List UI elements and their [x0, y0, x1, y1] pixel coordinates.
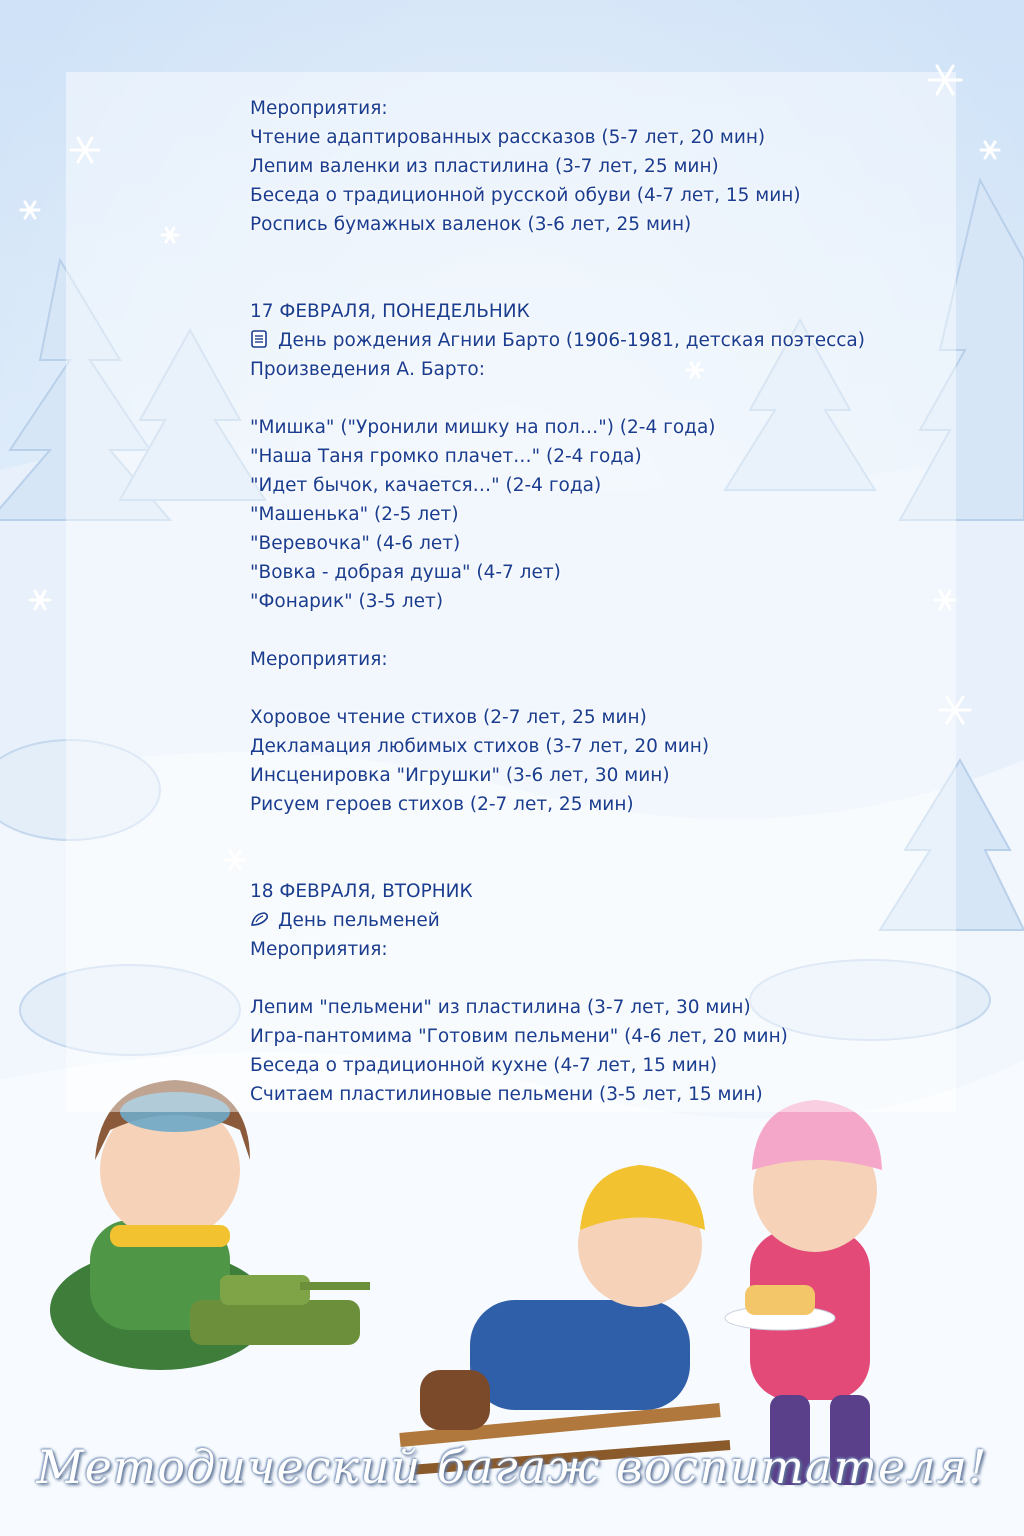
date-heading-18: 18 ФЕВРАЛЯ, ВТОРНИК: [250, 881, 473, 902]
work-item: "Веревочка" (4-6 лет): [250, 533, 461, 554]
activity-item: Игра-пантомима "Готовим пельмени" (4-6 лет, 20 мин): [250, 1026, 788, 1047]
works-heading: Произведения А. Барто:: [250, 359, 485, 380]
section-heading: Мероприятия:: [250, 98, 388, 119]
work-item: "Машенька" (2-5 лет): [250, 504, 459, 525]
activity-item: Роспись бумажных валенок (3-6 лет, 25 мин): [250, 214, 692, 235]
section-heading: Мероприятия:: [250, 649, 388, 670]
section-heading: Мероприятия:: [250, 939, 388, 960]
dumpling-icon: [250, 909, 270, 938]
work-item: "Фонарик" (3-5 лет): [250, 591, 444, 612]
event-title: День рождения Агнии Барто (1906-1981, детская поэтесса): [278, 330, 865, 351]
activity-item: Хоровое чтение стихов (2-7 лет, 25 мин): [250, 707, 647, 728]
activity-item: Беседа о традиционной кухне (4-7 лет, 15 мин): [250, 1055, 718, 1076]
work-item: "Идет бычок, качается…" (2-4 года): [250, 475, 602, 496]
activity-item: Инсценировка "Игрушки" (3-6 лет, 30 мин): [250, 765, 670, 786]
activity-item: Декламация любимых стихов (3-7 лет, 20 мин): [250, 736, 710, 757]
footer-signature: Методический багаж воспитателя!: [36, 1440, 988, 1494]
activity-item: Рисуем героев стихов (2-7 лет, 25 мин): [250, 794, 634, 815]
activity-item: Лепим "пельмени" из пластилина (3-7 лет, 30 мин): [250, 997, 751, 1018]
work-item: "Вовка - добрая душа" (4-7 лет): [250, 562, 561, 583]
date-heading-17: 17 ФЕВРАЛЯ, ПОНЕДЕЛЬНИК: [250, 301, 530, 322]
event-line-18: [250, 906, 950, 935]
schedule-text: [250, 94, 950, 1109]
work-item: "Наша Таня громко плачет…" (2-4 года): [250, 446, 642, 467]
event-title: День пельменей: [278, 910, 440, 931]
activity-item: Чтение адаптированных рассказов (5-7 лет, 20 мин): [250, 127, 766, 148]
activity-item: Считаем пластилиновые пельмени (3-5 лет, 15 мин): [250, 1084, 763, 1105]
work-item: "Мишка" ("Уронили мишку на пол…") (2-4 года): [250, 417, 716, 438]
event-line-17: [250, 326, 950, 355]
activity-item: Беседа о традиционной русской обуви (4-7 лет, 15 мин): [250, 185, 801, 206]
activity-item: Лепим валенки из пластилина (3-7 лет, 25 мин): [250, 156, 719, 177]
book-icon: [250, 329, 270, 358]
